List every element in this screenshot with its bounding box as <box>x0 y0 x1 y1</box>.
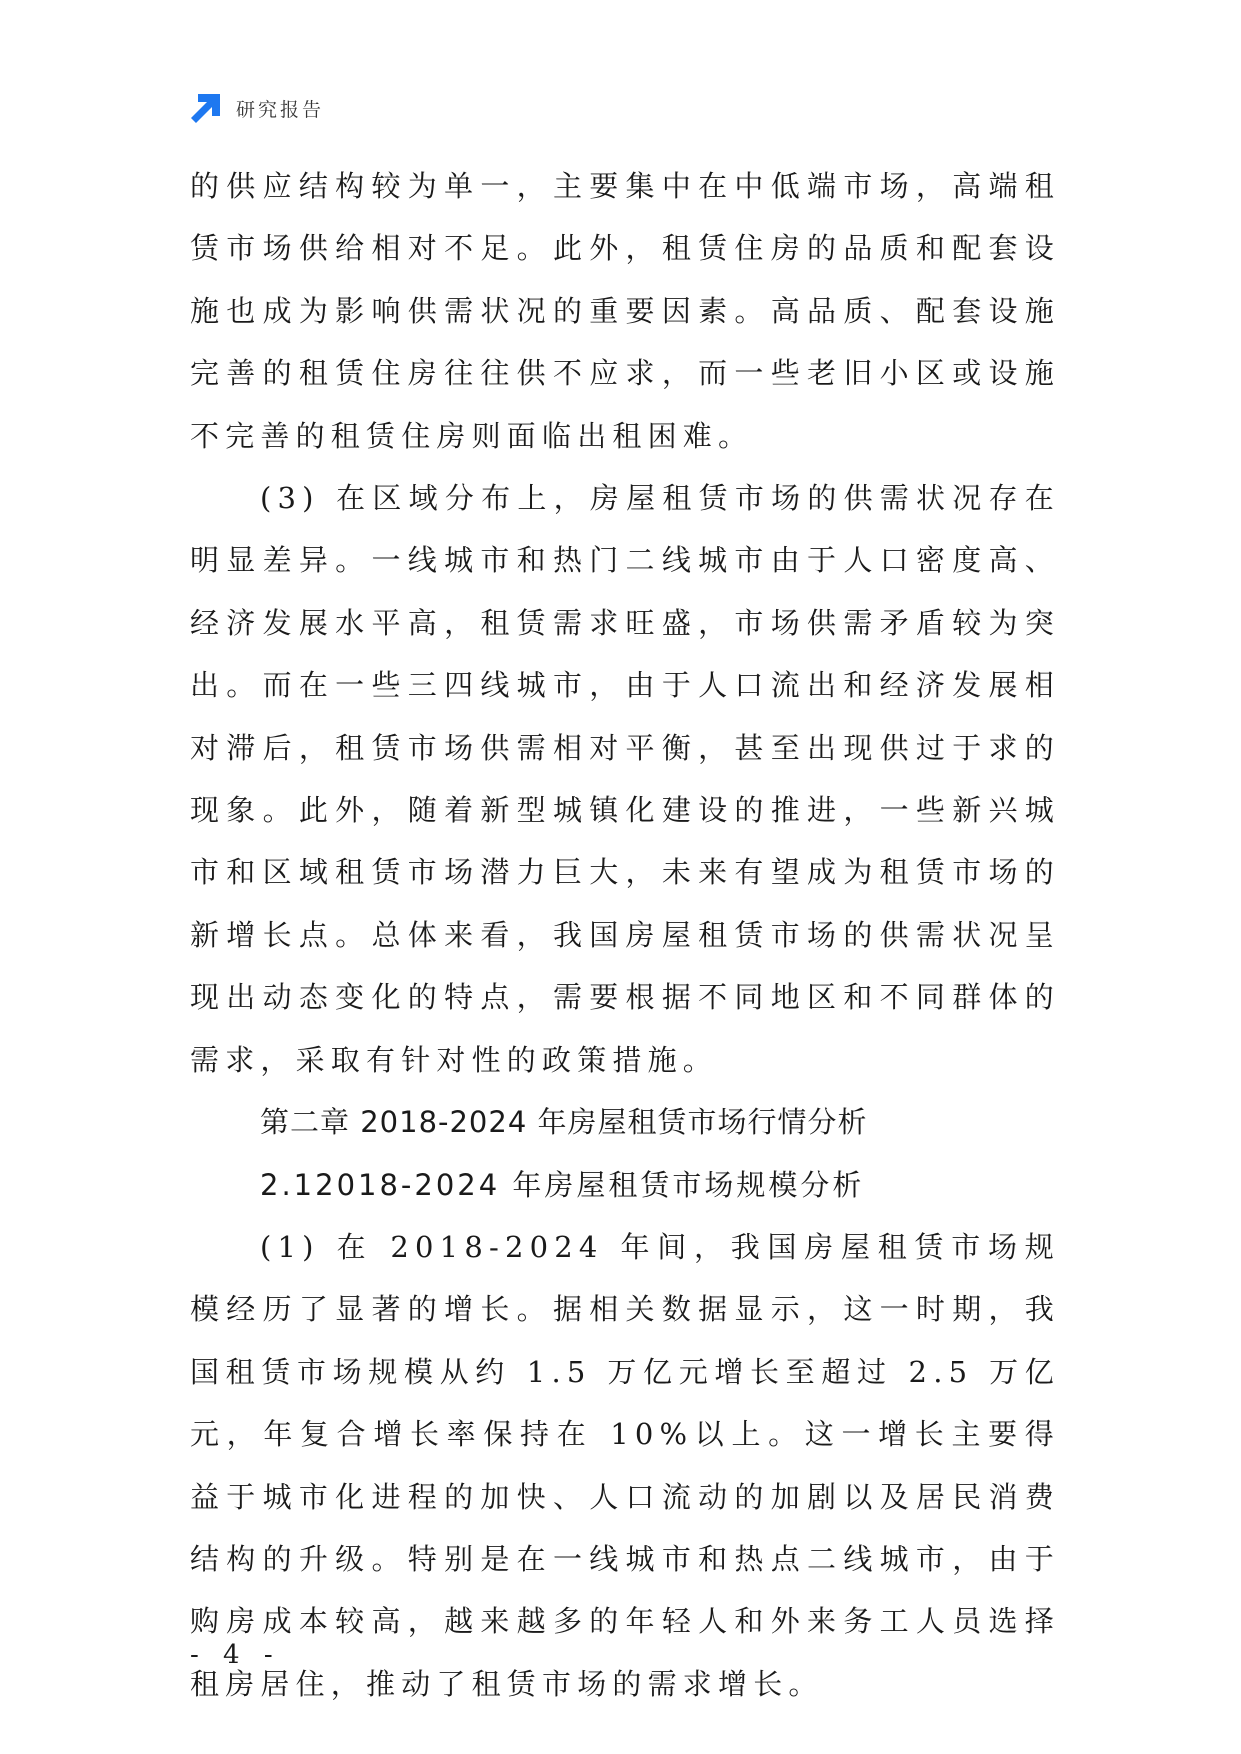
document-body <box>190 155 1060 1715</box>
paragraph-regional-distribution: (3) 在区域分布上，房屋租赁市场的供需状况存在明显差异。一线城市和热门二线城市由于人口密度高、经济发展水平高，租赁需求旺盛，市场供需矛盾较为突出。而在一些三四线城市，由于人口流出和经济发展相对滞后，租赁市场供需相对平衡，甚至出现供过于求的现象。此外，随着新型城镇化建设的推进，一些新兴城市和区域租赁市场潜力巨大，未来有望成为租赁市场的新增长点。总体来看，我国房屋租赁市场的供需状况呈现出动态变化的特点，需要根据不同地区和不同群体的需求，采取有针对性的政策措施。 <box>190 481 1060 1077</box>
page-number: - 4 - <box>190 1640 281 1670</box>
paragraph-continued: 的供应结构较为单一，主要集中在中低端市场，高端租赁市场供给相对不足。此外，租赁住房的品质和配套设施也成为影响供需状况的重要因素。高品质、配套设施完善的租赁住房往往供不应求，而一些老旧小区或设施不完善的租赁住房则面临出租困难。 <box>190 169 1060 453</box>
header-title: 研究报告 <box>236 98 325 121</box>
chapter-heading: 第二章 2018-2024 年房屋租赁市场行情分析 <box>260 1105 868 1140</box>
diagonal-arrow-logo-icon <box>190 92 222 124</box>
paragraph-market-scale: (1) 在 2018-2024 年间，我国房屋租赁市场规模经历了显著的增长。据相关数据显示，这一时期，我国租赁市场规模从约 1.5 万亿元增长至超过 2.5 万亿元，年复合增长率保持在 10%以上。这一增长主要得益于城市化进程的加快、人口流动的加剧以及居民消费结构的升级。特别是在一线城市和热点二线城市，由于购房成本较高，越来越多的年轻人和外来务工人员选择租房居住，推动了租赁市场的需求增长。 <box>190 1229 1060 1701</box>
section-heading: 2.12018-2024 年房屋租赁市场规模分析 <box>260 1167 865 1202</box>
report-header <box>190 88 324 128</box>
